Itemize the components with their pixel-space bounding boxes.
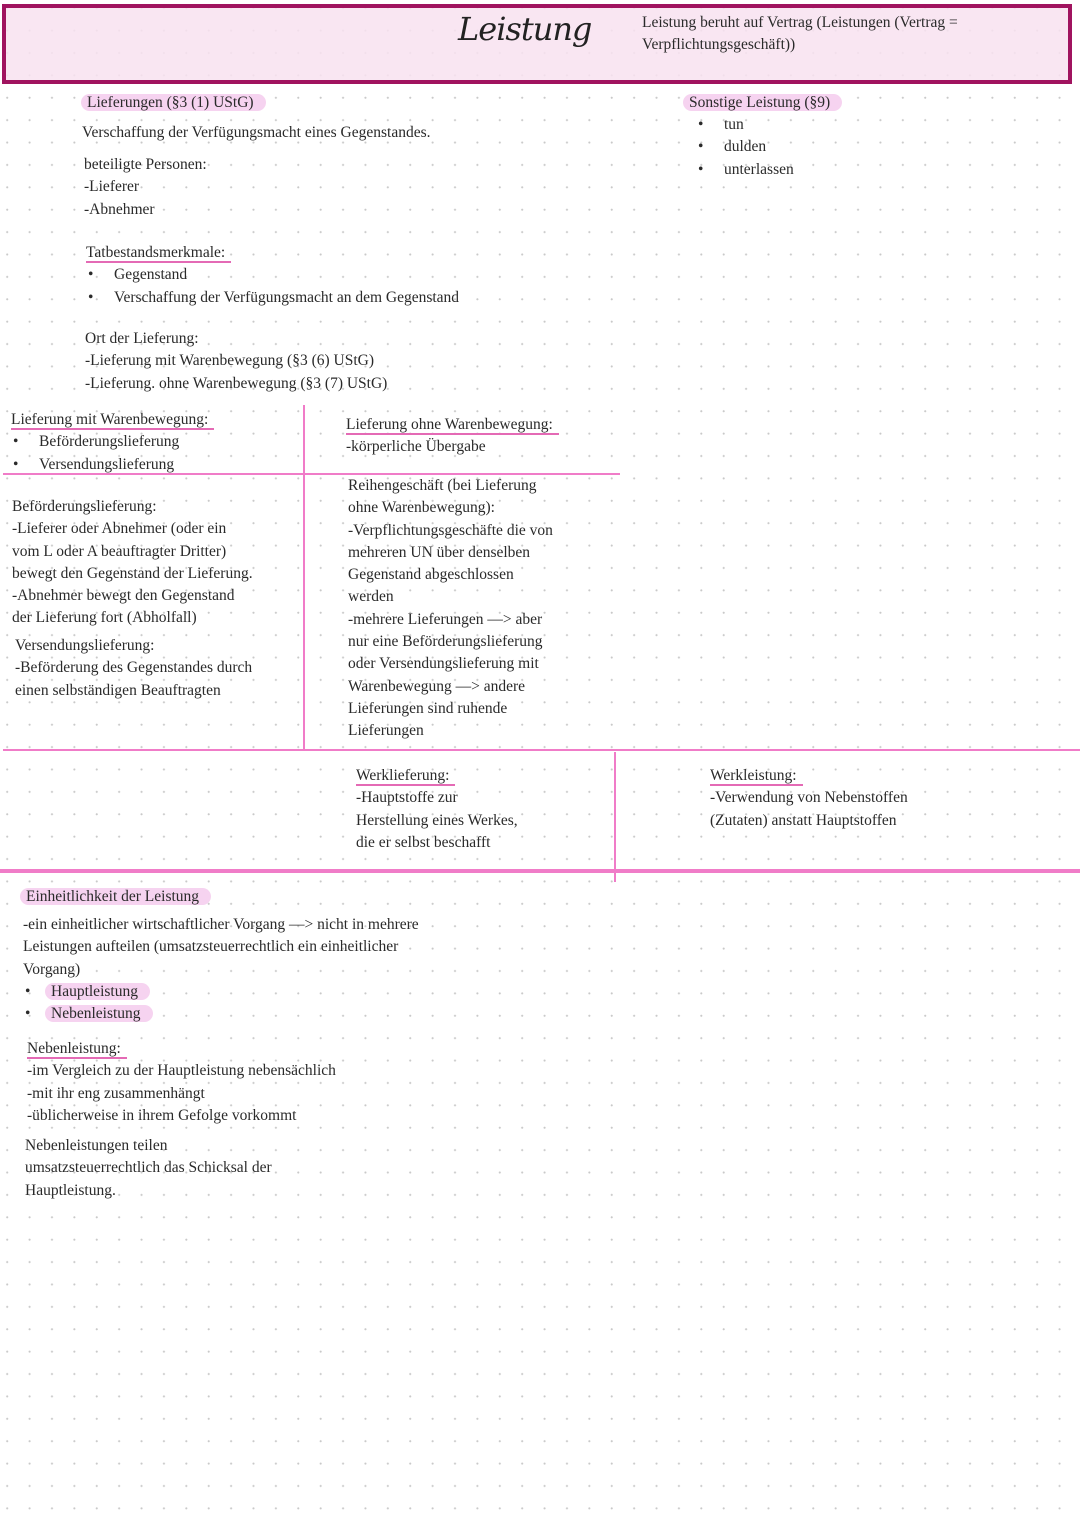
reihen-section	[348, 475, 553, 743]
divider	[614, 752, 616, 882]
list-item: • Beförderungslieferung	[11, 431, 214, 453]
ort	[85, 328, 387, 395]
lieferungen-section	[87, 92, 266, 114]
list-item: • tun	[696, 114, 794, 136]
list-item: -Lieferung. ohne Warenbewegung (§3 (7) UStG)	[85, 374, 388, 392]
list-item: • Gegenstand	[86, 264, 459, 286]
mit-section	[11, 409, 214, 476]
list-item: • Verschaffung der Verfügungsmacht an dem Gegenstand	[86, 287, 459, 309]
ohne-heading: Lieferung ohne Warenbewegung:	[346, 416, 559, 435]
text-line: Warenbewegung —> andere	[348, 677, 526, 695]
werkleistung-section	[710, 765, 908, 832]
text-line: -Lieferer oder Abnehmer (oder ein	[12, 520, 227, 538]
text-line: mehreren UN über denselben	[348, 543, 531, 561]
text-line: -im Vergleich zu der Hauptleistung nebensächlich	[27, 1062, 336, 1080]
text-line: -üblicherweise in ihrem Gefolge vorkommt	[27, 1106, 297, 1124]
text-line: einen selbständigen Beauftragten	[15, 681, 221, 699]
tatbestand	[86, 242, 459, 309]
text-line: -körperliche Übergabe	[346, 438, 486, 456]
text-line: -Abnehmer bewegt den Gegenstand	[12, 587, 235, 605]
text-line: -mehrere Lieferungen —> aber	[348, 610, 543, 628]
text-line: werden	[348, 588, 394, 606]
sonstige-list	[696, 114, 794, 181]
person-item: -Lieferer	[84, 178, 140, 196]
einheit-body	[23, 914, 419, 1025]
ohne-section	[346, 414, 559, 459]
text-line: bewegt den Gegenstand der Lieferung.	[12, 564, 253, 582]
befoerderung-heading: Beförderungslieferung:	[12, 498, 157, 515]
note-line: Verpflichtungsgeschäft))	[642, 36, 796, 54]
werkleistung-heading: Werkleistung:	[710, 767, 803, 786]
tb-heading: Tatbestandsmerkmale:	[86, 244, 231, 263]
text-line: Lieferungen sind ruhende	[348, 699, 508, 717]
text-line: -Verwendung von Nebenstoffen	[710, 789, 908, 807]
text-line: Lieferungen	[348, 722, 424, 740]
sonstige-section	[689, 92, 842, 114]
einheit-heading: Einheitlichkeit der Leistung	[20, 888, 211, 905]
persons	[84, 154, 207, 221]
werklieferung-heading: Werklieferung:	[356, 767, 455, 786]
text-line: -Beförderung des Gegenstandes durch	[15, 659, 253, 677]
page-title: Leistung	[458, 10, 592, 48]
text-line: oder Versendungslieferung mit	[348, 655, 539, 673]
list-item: • unterlassen	[696, 159, 794, 181]
text-line: -mit ihr eng zusammenhängt	[27, 1084, 205, 1102]
versendung-section	[15, 635, 252, 702]
einheit-section	[26, 886, 211, 908]
text-line: -Verpflichtungsgeschäfte die von	[348, 521, 553, 539]
text-line: die er selbst beschafft	[356, 833, 491, 851]
header-note	[642, 12, 958, 57]
text-line: -Hauptstoffe zur	[356, 789, 458, 807]
list-item: Hauptleistung	[45, 983, 150, 1000]
text-line: der Lieferung fort (Abholfall)	[12, 609, 197, 627]
text-line: Hauptleistung.	[25, 1181, 116, 1199]
text-line: nur eine Beförderungslieferung	[348, 633, 543, 651]
sonstige-heading: Sonstige Leistung (§9)	[683, 94, 842, 111]
text-line: Reihengeschäft (bei Lieferung	[348, 477, 537, 494]
versendung-heading: Versendungslieferung:	[15, 637, 155, 654]
note-line: Leistung beruht auf Vertrag (Leistungen (Vertrag =	[642, 14, 958, 31]
text-line: Vorgang)	[23, 960, 81, 978]
ort-heading: Ort der Lieferung:	[85, 330, 199, 347]
werklieferung-section	[356, 765, 518, 854]
neben-section	[27, 1038, 336, 1127]
text-line: Herstellung eines Werkes,	[356, 811, 518, 829]
lieferungen-definition: Verschaffung der Verfügungsmacht eines Gegenstandes.	[82, 124, 431, 141]
divider	[303, 405, 305, 750]
divider	[3, 749, 1080, 751]
text-line: Gegenstand abgeschlossen	[348, 566, 514, 584]
neben-summary	[25, 1135, 272, 1202]
befoerderung-section	[12, 496, 253, 630]
text-line: ohne Warenbewegung):	[348, 499, 495, 517]
text-line: (Zutaten) anstatt Hauptstoffen	[710, 811, 897, 829]
text-line: -ein einheitlicher wirtschaftlicher Vorgang —> nicht in mehrere	[23, 916, 419, 933]
divider	[0, 869, 1080, 873]
list-item: • dulden	[696, 136, 794, 158]
text-line: Leistungen aufteilen (umsatzsteuerrechtlich ein einheitlicher	[23, 938, 399, 956]
neben-heading: Nebenleistung:	[27, 1040, 127, 1059]
text-line: Nebenleistungen teilen	[25, 1137, 168, 1154]
text-line: vom L oder A beauftragter Dritter)	[12, 542, 227, 560]
mit-heading: Lieferung mit Warenbewegung:	[11, 411, 214, 430]
lieferungen-heading: Lieferungen (§3 (1) UStG)	[81, 94, 266, 111]
text-line: umsatzsteuerrechtlich das Schicksal der	[25, 1159, 272, 1177]
list-item: • Versendungslieferung	[11, 454, 214, 476]
list-item: Nebenleistung	[45, 1005, 153, 1022]
list-item: -Lieferung mit Warenbewegung (§3 (6) UStG)	[85, 352, 375, 370]
person-item: -Abnehmer	[84, 200, 155, 218]
persons-heading: beteiligte Personen:	[84, 156, 207, 173]
